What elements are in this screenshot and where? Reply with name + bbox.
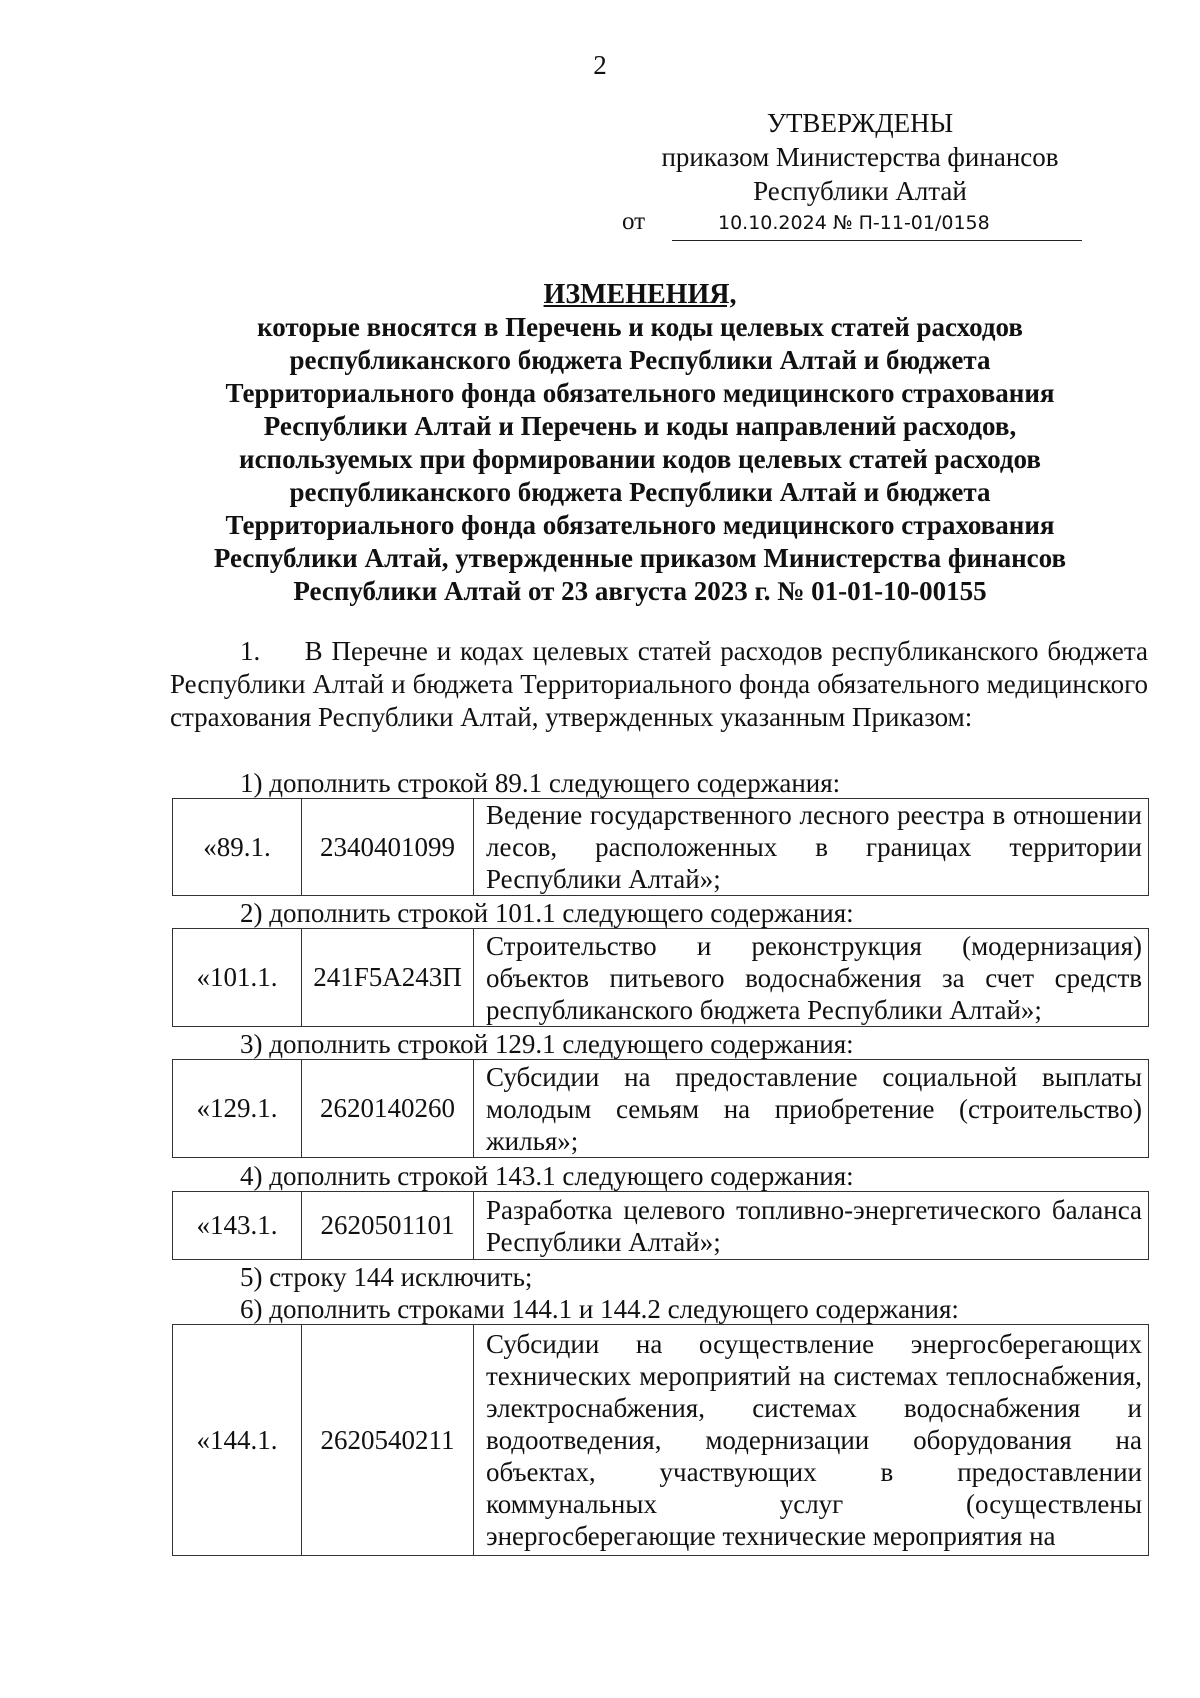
- row-description: Субсидии на предоставление социальной выплаты молодым семьям на приобретение (строительство) жилья»;: [474, 1060, 1149, 1158]
- row-number: «143.1.: [173, 1192, 302, 1260]
- row-code: 2340401099: [302, 799, 474, 896]
- title-heading: ИЗМЕНЕНИЯ,: [543, 279, 737, 310]
- paragraph-1: [170, 635, 1148, 734]
- title-line: Территориального фонда обязательного медицинского страхования: [225, 378, 1055, 408]
- approval-line-ministry: приказом Министерства финансов: [661, 142, 1059, 172]
- table-row-101-1: [172, 928, 1149, 1027]
- item-1: 1) дополнить строкой 89.1 следующего содержания:: [240, 768, 841, 798]
- row-code: 241F5A243П: [302, 929, 474, 1027]
- title-line: Республики Алтай, утвержденные приказом Министерства финансов: [213, 543, 1067, 573]
- row-number: «101.1.: [173, 929, 302, 1027]
- row-number: «144.1.: [173, 1325, 302, 1556]
- row-code: 2620540211: [302, 1325, 474, 1556]
- title-line: Территориального фонда обязательного медицинского страхования: [225, 510, 1055, 540]
- row-description: Строительство и реконструкция (модернизация) объектов питьевого водоснабжения за счет средств республиканского бюджета Республики Алтай»;: [474, 929, 1149, 1027]
- row-number: «89.1.: [173, 799, 302, 896]
- row-code: 2620140260: [302, 1060, 474, 1158]
- row-description: Субсидии на осуществление энергосберегающих технических мероприятий на системах теплоснабжения, электроснабжения, системах водоснабжения и водоотведения, модернизации оборудования на объектах, участвующих в предоставлении коммунальных услуг (осуществлены энергосберегающие технические мероприятия на: [474, 1325, 1149, 1556]
- approval-heading: УТВЕРЖДЕНЫ: [766, 108, 954, 138]
- row-code: 2620501101: [302, 1192, 474, 1260]
- title-line: которые вносятся в Перечень и коды целевых статей расходов: [257, 312, 1023, 342]
- paragraph-1-text: 1. В Перечне и кодах целевых статей расходов республиканского бюджета Республики Алтай и бюджета Территориального фонда обязательного медицинского страхования Республики Алтай, утвержденных указанным Приказом:: [170, 636, 1148, 732]
- date-underline: [672, 240, 1082, 241]
- page-number: 2: [593, 50, 607, 80]
- title-line: Республики Алтай от 23 августа 2023 г. № 01-01-10-00155: [293, 576, 987, 606]
- title-line: используемых при формировании кодов целевых статей расходов: [239, 444, 1041, 474]
- approval-date-number: 10.10.2024 № П-11-01/0158: [718, 212, 990, 234]
- item-4: 4) дополнить строкой 143.1 следующего содержания:: [240, 1161, 854, 1191]
- title-line: республиканского бюджета Республики Алтай и бюджета: [289, 345, 991, 375]
- item-3: 3) дополнить строкой 129.1 следующего содержания:: [240, 1029, 854, 1059]
- approval-line-republic: Республики Алтай: [753, 176, 967, 206]
- item-6: 6) дополнить строками 144.1 и 144.2 следующего содержания:: [240, 1294, 959, 1324]
- title-line: республиканского бюджета Республики Алтай и бюджета: [289, 477, 991, 507]
- table-row-89-1: [172, 798, 1149, 896]
- approval-from-label: от: [622, 208, 646, 235]
- table-row-129-1: [172, 1059, 1149, 1158]
- table-row-143-1: [172, 1191, 1149, 1260]
- item-2: 2) дополнить строкой 101.1 следующего содержания:: [240, 898, 854, 928]
- row-number: «129.1.: [173, 1060, 302, 1158]
- table-row-144-1: [172, 1324, 1149, 1556]
- document-title: [170, 278, 1110, 608]
- row-description: Разработка целевого топливно-энергетического баланса Республики Алтай»;: [474, 1192, 1149, 1260]
- item-5: 5) строку 144 исключить;: [240, 1262, 533, 1292]
- row-description: Ведение государственного лесного реестра в отношении лесов, расположенных в границах территории Республики Алтай»;: [474, 799, 1149, 896]
- title-line: Республики Алтай и Перечень и коды направлений расходов,: [263, 411, 1017, 441]
